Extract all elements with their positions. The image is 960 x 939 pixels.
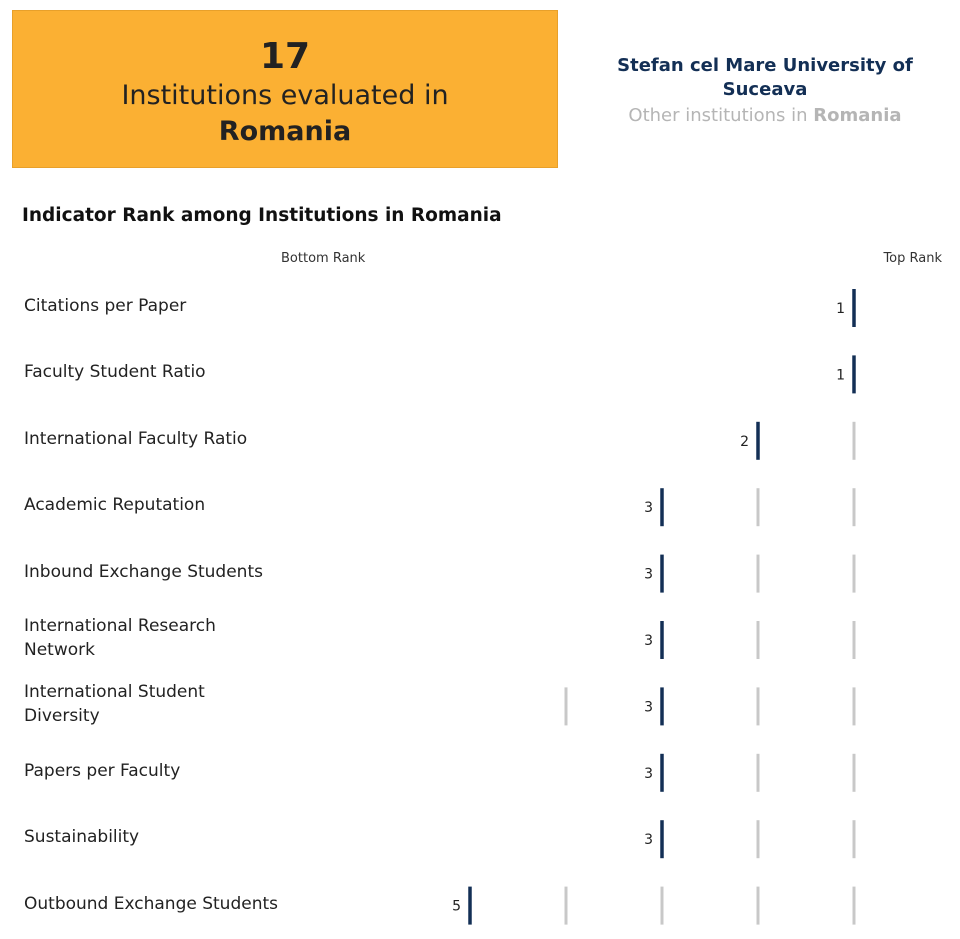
indicator-label: International Faculty Ratio xyxy=(24,428,248,449)
legend-other-country: Romania xyxy=(813,105,902,126)
axis-top-rank-label: Top Rank xyxy=(883,251,942,266)
rank-value-label: 3 xyxy=(644,566,653,583)
rank-value-label: 3 xyxy=(644,500,653,517)
indicator-label: Citations per Paper xyxy=(24,296,187,316)
indicator-label: Inbound Exchange Students xyxy=(24,561,263,582)
indicator-label: Outbound Exchange Students xyxy=(24,893,279,914)
institution-count: 17 xyxy=(259,36,311,77)
indicator-label: Papers per Faculty xyxy=(24,760,181,781)
indicator-label: Faculty Student Ratio xyxy=(24,362,206,383)
summary-text: Institutions evaluated in xyxy=(121,80,449,111)
rank-value-label: 2 xyxy=(740,433,749,450)
indicator-label: International Student Diversity xyxy=(24,682,205,727)
rank-value-label: 1 xyxy=(836,301,845,317)
rank-value-label: 3 xyxy=(644,765,653,782)
summary-country: Romania xyxy=(218,116,352,147)
rank-value-label: 3 xyxy=(644,699,653,716)
indicator-label: Academic Reputation xyxy=(24,495,206,516)
legend-other-prefix: Other institutions in xyxy=(628,105,808,126)
rank-value-label: 3 xyxy=(644,633,653,649)
rank-value-label: 5 xyxy=(452,898,461,915)
rank-value-label: 3 xyxy=(644,832,653,849)
chart-title: Indicator Rank among Institutions in Romania xyxy=(22,205,502,226)
indicator-label: International Research Network xyxy=(24,616,216,660)
rank-value-label: 1 xyxy=(836,367,845,384)
axis-bottom-rank-label: Bottom Rank xyxy=(281,251,366,266)
indicator-label: Sustainability xyxy=(24,827,140,848)
legend-institution: Stefan cel Mare University of Suceava xyxy=(617,55,913,100)
